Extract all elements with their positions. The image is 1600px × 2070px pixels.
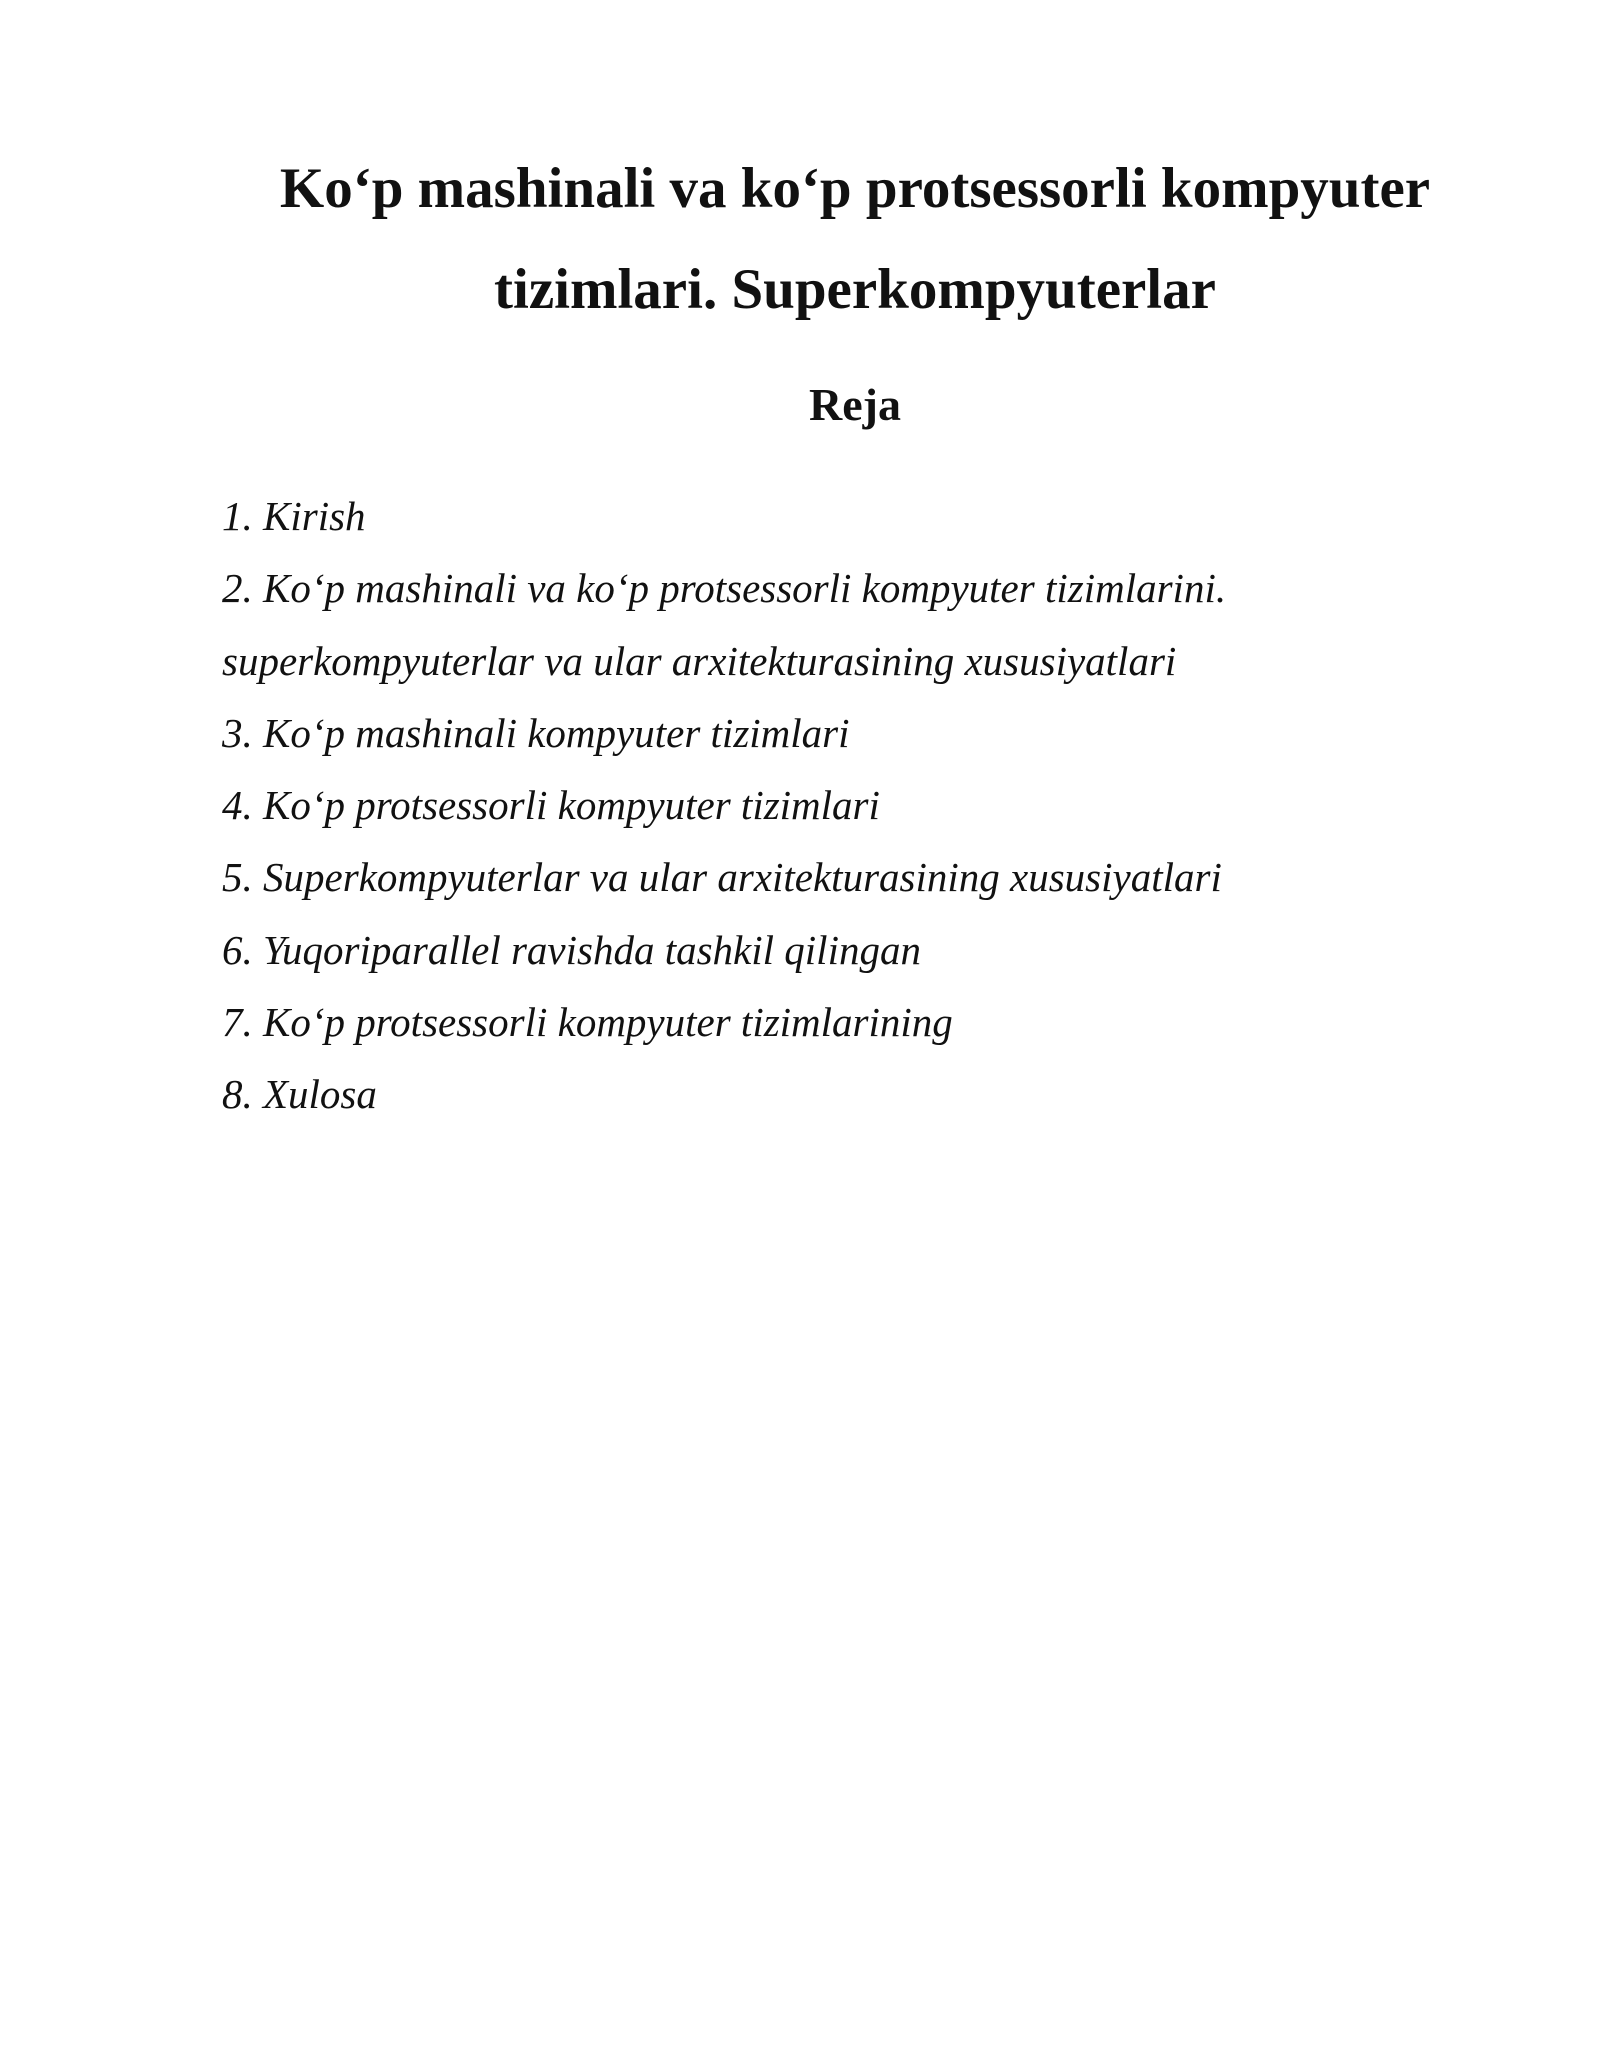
plan-item-text: 8. Xulosa <box>222 1071 377 1118</box>
plan-list <box>222 480 1502 1131</box>
plan-heading: Reja <box>809 379 901 430</box>
document-title-line-1: Ko‘p mashinali va ko‘p protsessorli kompyuter <box>279 157 1431 220</box>
plan-item-text: 1. Kirish <box>222 493 366 539</box>
plan-item-text: 3. Ko‘p mashinali kompyuter tizimlari <box>222 709 850 756</box>
plan-item-continuation: superkompyuterlar va ular arxitekturasining xususiyatlari <box>222 637 1177 684</box>
document-title-line-2: tizimlari. Superkompyuterlar <box>494 258 1216 321</box>
plan-item-7 <box>222 986 1502 1058</box>
plan-item-text: 4. Ko‘p protsessorli kompyuter tizimlari <box>222 782 880 829</box>
plan-item-text: 7. Ko‘p protsessorli kompyuter tizimlarining <box>222 999 953 1046</box>
plan-item-8 <box>222 1058 1502 1130</box>
plan-item-text: 5. Superkompyuterlar va ular arxitekturasining xususiyatlari <box>222 854 1222 901</box>
plan-item-text: 6. Yuqoriparallel ravishda tashkil qilingan <box>222 926 921 973</box>
plan-item-3 <box>222 697 1502 769</box>
plan-item-2 <box>222 552 1502 697</box>
document-title <box>220 138 1490 340</box>
plan-item-6 <box>222 914 1502 986</box>
plan-item-5 <box>222 841 1502 913</box>
plan-item-text: 2. Ko‘p mashinali va ko‘p protsessorli kompyuter tizimlarini. <box>222 565 1227 612</box>
plan-item-1 <box>222 480 1502 552</box>
plan-item-4 <box>222 769 1502 841</box>
